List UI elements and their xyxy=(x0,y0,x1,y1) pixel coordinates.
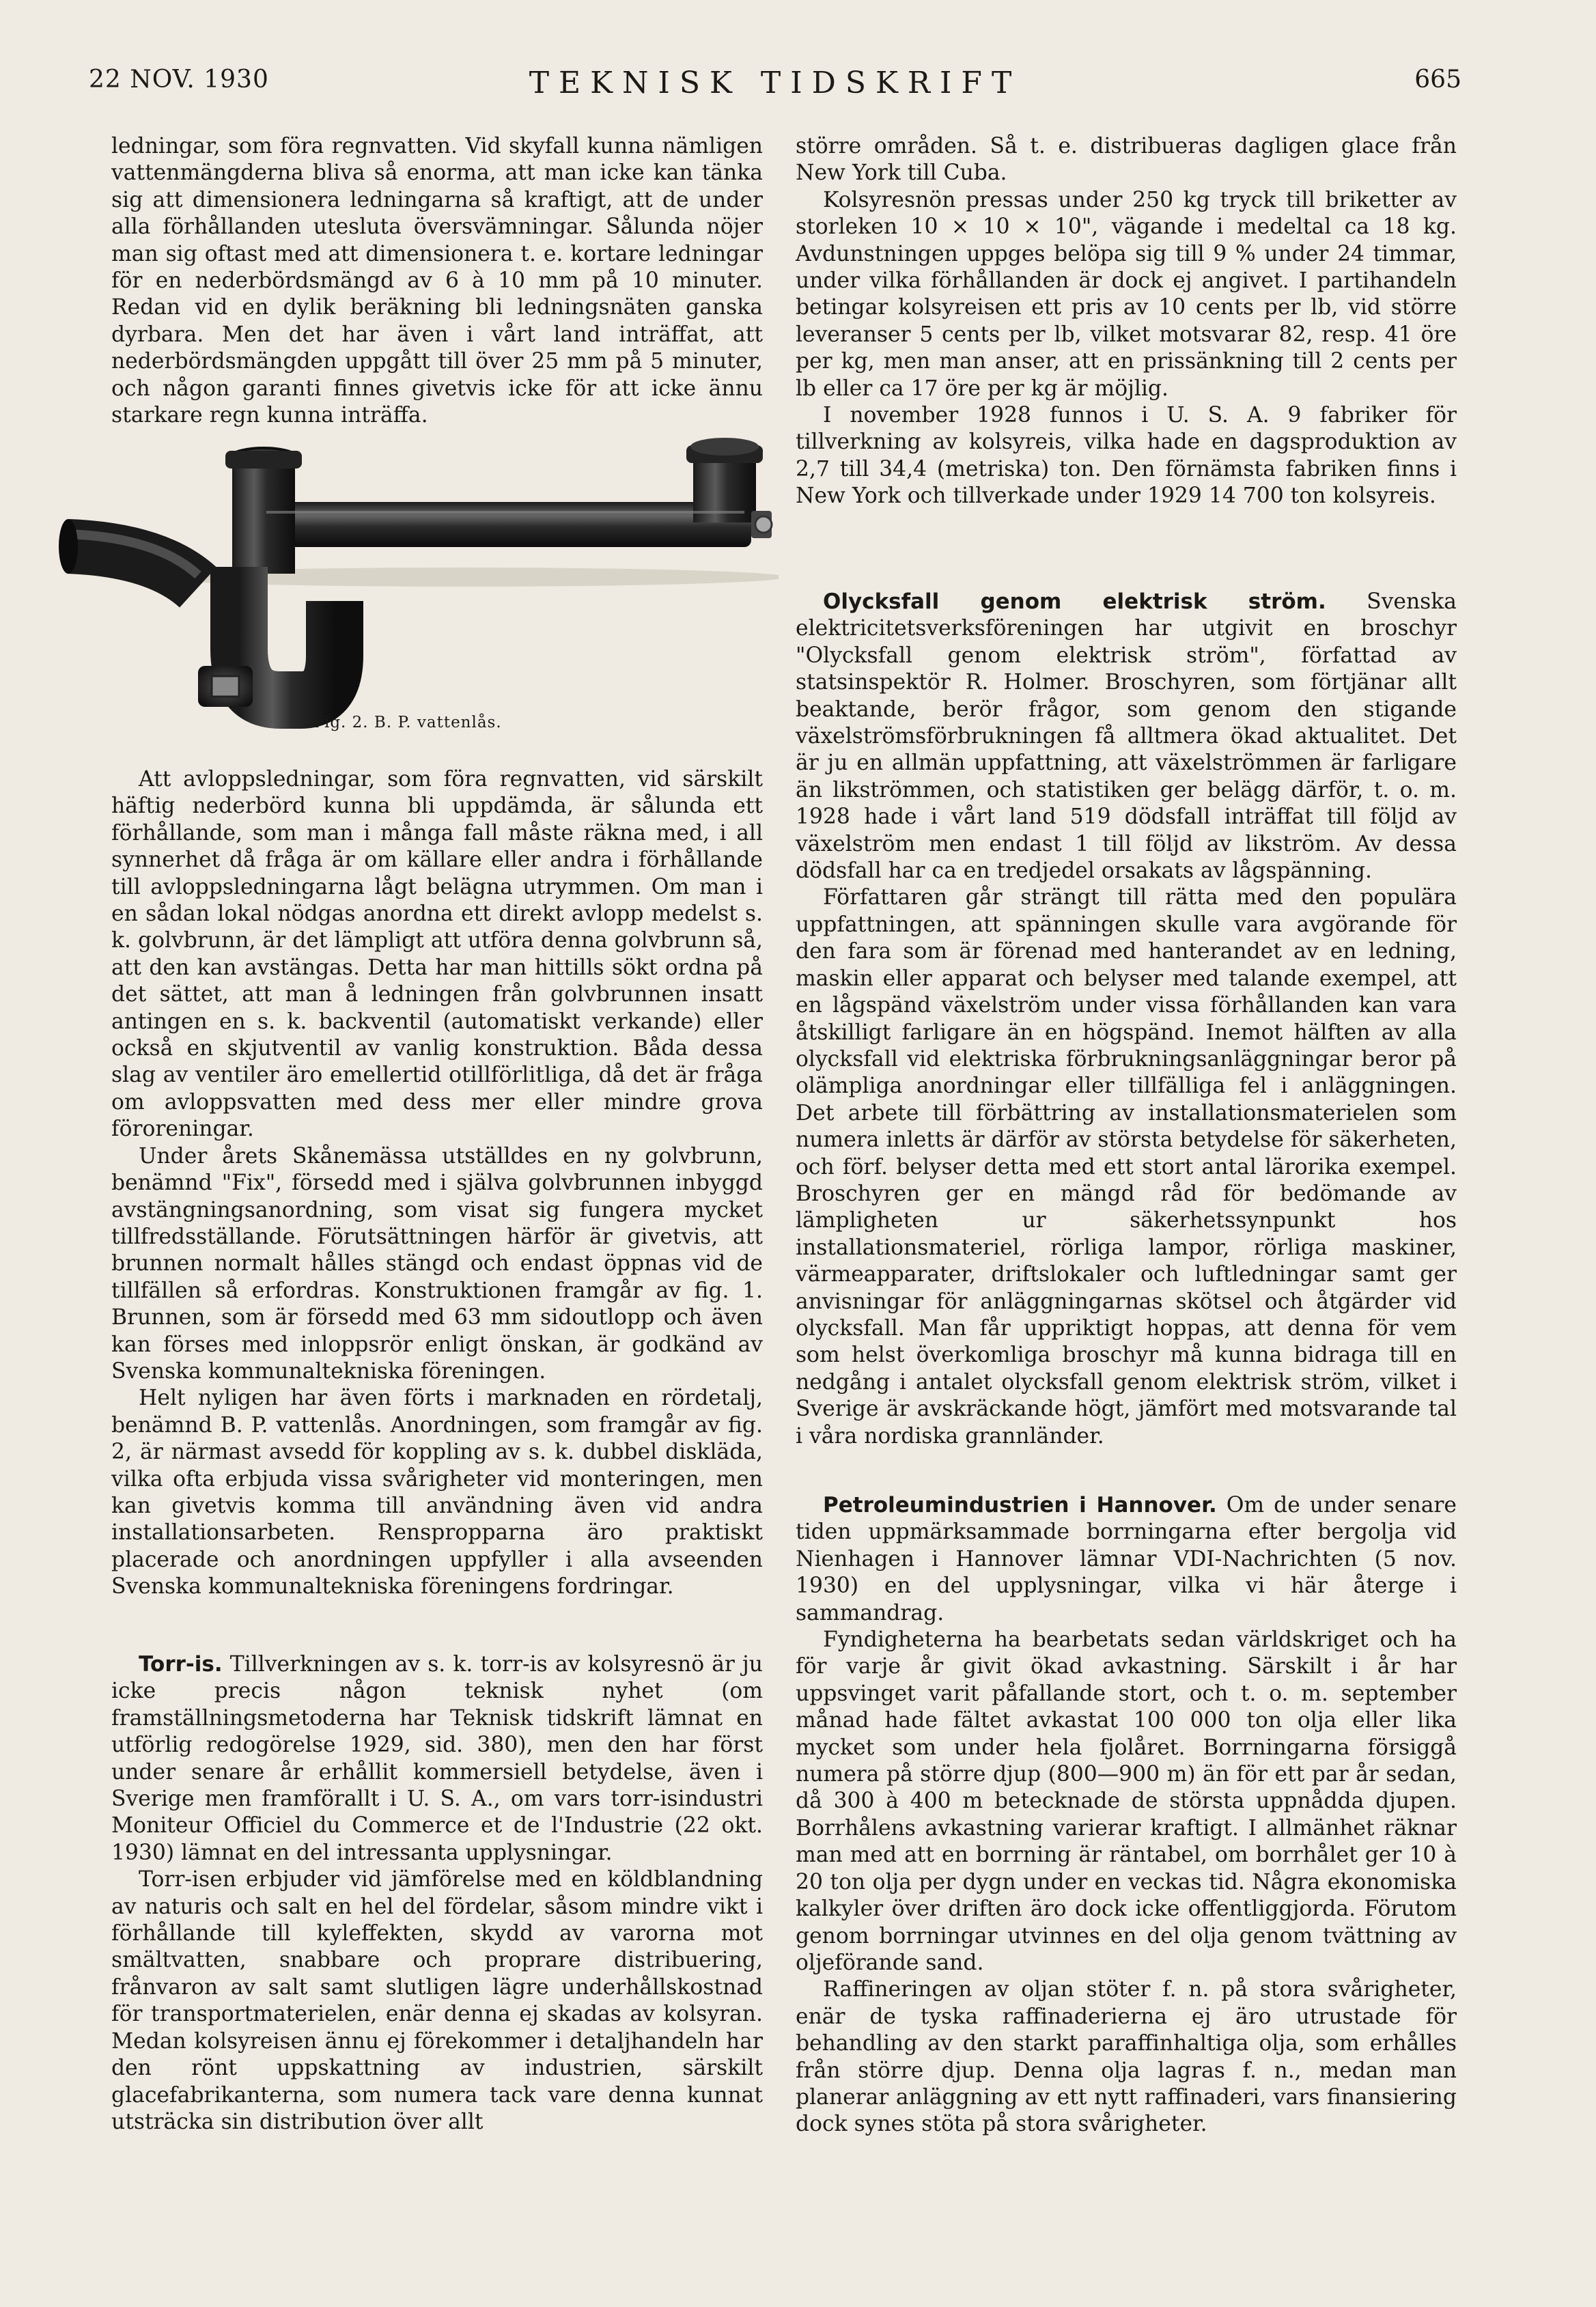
water-trap-illustration xyxy=(41,430,779,731)
paragraph: Raffineringen av oljan stöter f. n. på stora svårigheter, enär de tyska raffinaderierna ej äro utrustade för behandling av den starkt paraffinhaltiga olja, som erhålles från större djup. Denna olja lagras f. n., medan man planerar anläggning av ett nytt raffinaderi, vars finansiering dock synes stöta på stora svårigheter. xyxy=(796,1977,1457,2137)
paragraph: Under årets Skånemässa utställdes en ny golvbrunn, benämnd "Fix", försedd med i själva golvbrunnen inbyggd avstängningsanordning, som visat sig fungera mycket tillfredsställande. Förutsättningen härför är givetvis, att brunnen normalt hålles stängd och endast öppnas vid de tillfällen så erfordras. Konstruktionen framgår av fig. 1. Brunnen, som är försedd med 63 mm sidoutlopp och även kan förses med inloppsrör enligt önskan, är godkänd av Svenska kommunaltekniska föreningen. xyxy=(111,1143,763,1384)
electric-accidents-article xyxy=(796,589,1457,1450)
article-heading: Petroleumindustrien i Hannover. xyxy=(823,1493,1217,1518)
paragraph: Fyndigheterna ha bearbetats sedan världskriget och ha för varje år givit ökad avkastning. Särskilt i år har uppsvinget varit påfallande stort, och t. o. m. september månad hade fältet avkastat 100 000 ton olja eller lika mycket som under hela fjolåret. Borrningarna försiggå numera på större djup (800—900 m) än för ett par år sedan, då 300 à 400 m betecknade de största uppnådda djupen. Borrhålens avkastning varierar kraftigt. I allmänhet räknar man med att en borrning är räntabel, om borrhålet ger 10 à 20 ton olja per dygn under en veckas tid. Några ekonomiska kalkyler över driften äro dock icke offentliggjorda. Förutom genom borrningar utvinnes en del olja genom tvättning av oljeförande sand. xyxy=(796,1627,1457,1975)
article-heading: Olycksfall genom elektrisk ström. xyxy=(823,589,1326,614)
paragraph xyxy=(796,589,1457,884)
page-header xyxy=(89,66,1461,107)
paragraph: I november 1928 funnos i U. S. A. 9 fabriker för tillverkning av kolsyreis, vilka hade en dagsproduktion av 2,7 till 34,4 (metriska) ton. Den förnämsta fabriken finns i New York och tillverkade under 1929 14 700 ton kolsyreis. xyxy=(796,403,1457,509)
paragraph-text: Svenska elektricitetsverksföreningen har utgivit en broschyr "Olycksfall genom elektrisk ström", författad av statsinspektör R. Holmer. Broschyren, som förtjänar allt beaktande, berör frågor, som genom den stigande växelströmsförbrukningen få alltmera ökad aktualitet. Det är ju en allmän uppfattning, att växelströmmen är farligare än likströmmen, och statistiken ger belägg därför, t. o. m. 1928 hade i vårt land 519 dödsfall inträffat till följd av växelström men endast 1 till följd av likström. Av dessa dödsfall har ca en tredjedel orsakats av lågspänning. xyxy=(796,589,1457,884)
paragraph xyxy=(111,1651,763,1866)
paragraph: Helt nyligen har även förts i marknaden en rördetalj, benämnd B. P. vattenlås. Anordningen, som framgår av fig. 2, är närmast avsedd för koppling av s. k. dubbel diskläda, vilka ofta erbjuda vissa svårigheter vid monteringen, men kan givetvis komma till användning även vid andra installationsarbeten. Renspropparna äro praktiskt placerade och anordningen uppfyller i alla avseenden Svenska kommunaltekniska föreningens fordringar. xyxy=(111,1386,763,1599)
dry-ice-article-continued xyxy=(796,133,1457,510)
paragraph: Kolsyresnön pressas under 250 kg tryck till briketter av storleken 10 × 10 × 10", vägande i medeltal ca 18 kg. Avdunstningen uppges belöpa sig till 9 % under 24 timmar, under vilka förhållanden är dock ej angivet. I partihandeln betingar kolsyreisen ett pris av 10 cents per lb, vid större leveranser 5 cents per lb, vilket motsvarar 82, resp. 41 öre per kg, men man anser, att en prissänkning till 2 cents per lb eller ca 17 öre per kg är möjlig. xyxy=(796,187,1457,401)
paragraph xyxy=(796,1492,1457,1627)
drainage-article-body xyxy=(111,766,763,1601)
issue-date: 22 NOV. 1930 xyxy=(89,66,269,94)
paragraph-text: Tillverkningen av s. k. torr-is av kolsyresnö är ju icke precis någon teknisk nyhet (om framställningsmetoderna har Teknisk tidskrift lämnat en utförlig redogörelse 1929, sid. 380), men den har först under senare år erhållit kommersiell betydelse, även i Sverige men framförallt i U. S. A., om vars torr-isindustri Moniteur Officiel du Commerce et de l'Industrie (22 okt. 1930) lämnat en del intressanta upplysningar. xyxy=(111,1652,763,1865)
water-trap-figure xyxy=(41,430,779,731)
drainage-article-intro xyxy=(111,133,763,429)
petroleum-article xyxy=(796,1492,1457,2138)
page-number: 665 xyxy=(1414,66,1461,94)
figure-caption: Fig. 2. B. P. vattenlås. xyxy=(313,714,502,731)
paragraph: större områden. Så t. e. distribueras dagligen glace från New York till Cuba. xyxy=(796,134,1457,186)
paragraph: Författaren går strängt till rätta med den populära uppfattningen, att spänningen skulle vara avgörande för den fara som är förenad med hanterandet av en ledning, maskin eller apparat och belyser med talande exempel, att en lågspänd växelström under vissa förhållanden kan vara åtskilligt farligare än en högspänd. Inemot hälften av alla olycksfall vid elektriska förbrukningsanläggningar beror på olämpliga anordningar eller tillfälliga fel i anläggningen. Det arbete till förbättring av installationsmaterielen som numera inletts är därför av största betydelse för säkerheten, och förf. belyser detta med ett stort antal lärorika exempel. Broschyren ger en mängd råd för bedömande av lämpligheten ur säkerhetssynpunkt hos installationsmateriel, rörliga lampor, rörliga maskiner, värmeapparater, driftslokaler och luftledningar samt ger anvisningar för anläggningarnas skötsel och åtgärder vid olycksfall. Man får uppriktigt hoppas, att denna för vem som helst överkomliga broschyr må kunna bidraga till en nedgång i antalet olycksfall genom elektrisk ström, vilket i Sverige är avskräckande högt, jämfört med motsvarande tal i våra nordiska grannländer. xyxy=(796,885,1457,1449)
paragraph: Att avloppsledningar, som föra regnvatten, vid särskilt häftig nederbörd kunna bli uppdämda, är sålunda ett förhållande, som man i många fall måste räkna med, i all synnerhet då fråga är om källare eller andra i förhållande till avloppsledningarna lågt belägna utrymmen. Om man i en sådan lokal nödgas anordna ett direkt avlopp medelst s. k. golvbrunn, är det lämpligt att utföra denna golvbrunn så, att den kan avstängas. Detta har man hittills sökt ordna på det sättet, att man å ledningen från golvbrunnen insatt antingen en s. k. backventil (automatiskt verkande) eller också en skjutventil av vanlig konstruktion. Båda dessa slag av ventiler äro emellertid otillförlitliga, då det är fråga om avloppsvatten med dess mer eller mindre grova föroreningar. xyxy=(111,767,763,1142)
paragraph: Torr-isen erbjuder vid jämförelse med en köldblandning av naturis och salt en hel del fördelar, såsom mindre vikt i förhållande till kyleffekten, skydd av varorna mot smältvatten, snabbare och proprare distribuering, frånvaron av salt samt slutligen lägre underhållskostnad för transportmaterielen, enär denna ej skadas av kolsyran. Medan kolsyreisen ännu ej förekommer i detaljhandeln har den rönt uppskattning av industrien, särskilt glacefabrikanterna, som numera tack vare denna kunnat utsträcka sin distribution över allt xyxy=(111,1867,763,2134)
journal-title: TEKNISK TIDSKRIFT xyxy=(529,66,1022,100)
article-heading: Torr-is. xyxy=(139,1652,223,1677)
paragraph-text: Om de under senare tiden uppmärksammade borrningarna efter bergolja vid Nienhagen i Hannover lämnar VDI-Nachrichten (5 nov. 1930) en del upplysningar, vilka vi här återge i sammandrag. xyxy=(796,1493,1457,1625)
paragraph: ledningar, som föra regnvatten. Vid skyfall kunna nämligen vattenmängderna bliva så enorma, att man icke kan tänka sig att dimensionera ledningarna så kraftigt, att de under alla förhållanden utesluta översvämningar. Sålunda nöjer man sig oftast med att dimensionera t. e. kortare ledningar för en nederbördsmängd av 6 à 10 mm på 10 minuter. Redan vid en dylik beräkning bli ledningsnäten ganska dyrbara. Men det har även i vårt land inträffat, att nederbördsmängden uppgått till över 25 mm på 5 minuter, och någon garanti finnes givetvis icke för att icke ännu starkare regn kunna inträffa. xyxy=(111,134,763,428)
dry-ice-article xyxy=(111,1651,763,2136)
